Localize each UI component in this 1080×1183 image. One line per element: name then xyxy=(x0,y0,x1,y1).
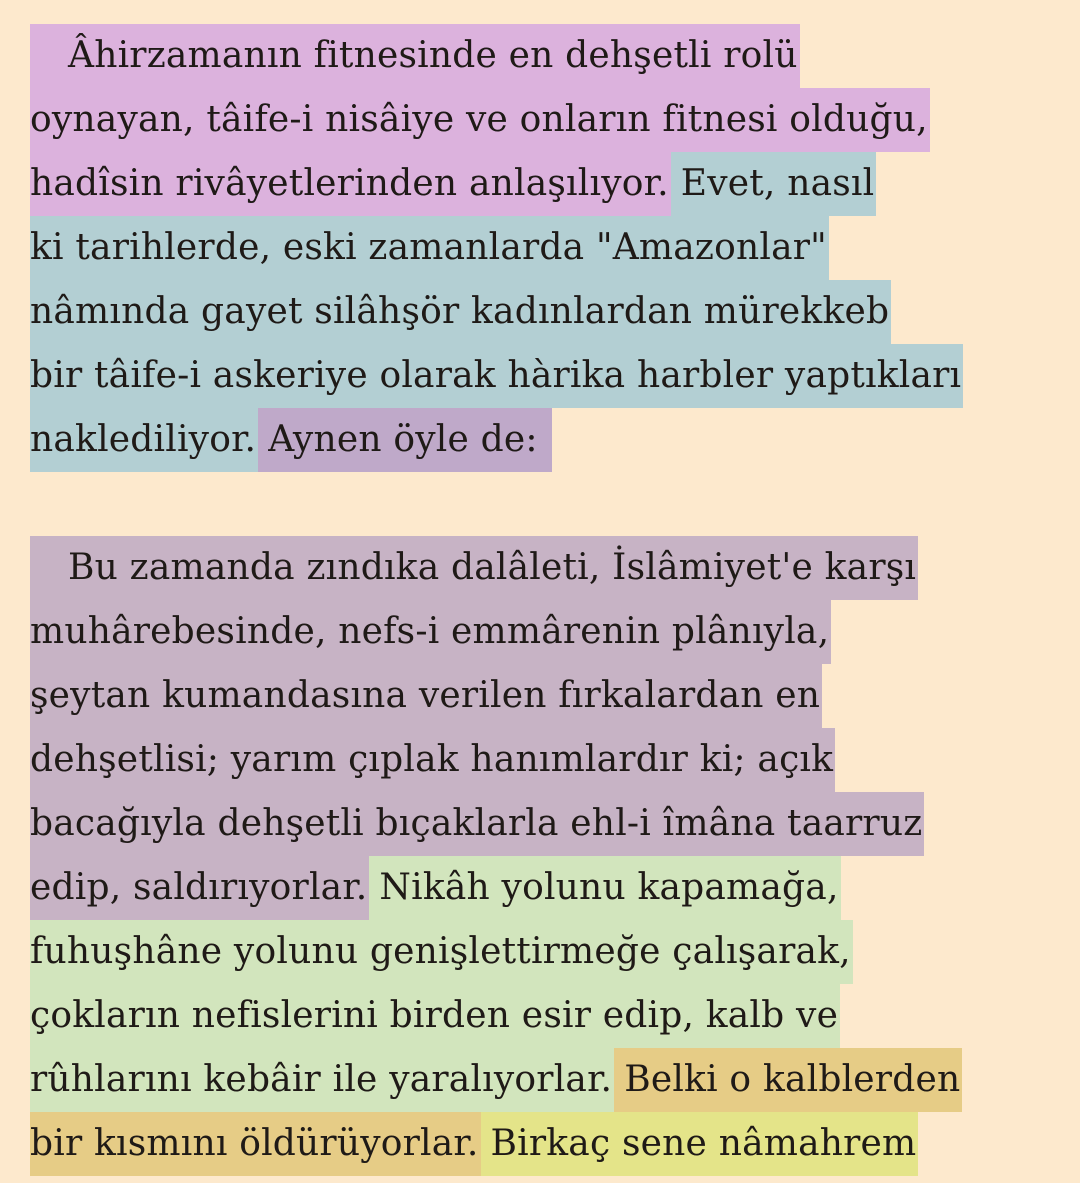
text-line xyxy=(30,408,552,472)
highlight-segment[interactable]: Aynen öyle de: xyxy=(258,408,552,472)
text-line xyxy=(30,24,800,88)
highlight-segment[interactable]: dehşetlisi; yarım çıplak hanımlardır ki; açık xyxy=(30,728,835,792)
text-line xyxy=(30,1048,962,1112)
text-line xyxy=(30,792,924,856)
text-line xyxy=(30,536,918,600)
highlight-segment[interactable]: bir tâife-i askeriye olarak hàrika harbler yaptıkları xyxy=(30,344,963,408)
highlight-segment[interactable]: şeytan kumandasına verilen fırkalardan en xyxy=(30,664,822,728)
text-line xyxy=(30,728,835,792)
text-line xyxy=(30,856,841,920)
highlight-segment[interactable]: Nikâh yolunu kapamağa, xyxy=(369,856,840,920)
highlight-segment[interactable]: fuhuşhâne yolunu genişlettirmeğe çalışarak, xyxy=(30,920,853,984)
highlight-segment[interactable]: rûhlarını kebâir ile yaralıyorlar. xyxy=(30,1048,614,1112)
text-line xyxy=(30,600,831,664)
highlight-segment[interactable]: Birkaç sene nâmahrem xyxy=(481,1112,919,1176)
text-line xyxy=(30,984,840,1048)
text-line xyxy=(30,1112,918,1176)
highlight-segment[interactable]: naklediliyor. xyxy=(30,408,258,472)
highlight-segment[interactable]: ki tarihlerde, eski zamanlarda "Amazonlar" xyxy=(30,216,829,280)
text-line xyxy=(30,280,891,344)
highlight-segment[interactable]: Âhirzamanın fitnesinde en dehşetli rolü xyxy=(30,24,800,88)
highlight-segment[interactable]: bir kısmını öldürüyorlar. xyxy=(30,1112,481,1176)
text-line xyxy=(30,216,829,280)
highlight-segment[interactable]: oynayan, tâife-i nisâiye ve onların fitnesi olduğu, xyxy=(30,88,930,152)
text-line xyxy=(30,88,930,152)
highlight-segment[interactable]: muhârebesinde, nefs-i emmârenin plânıyla, xyxy=(30,600,831,664)
text-line xyxy=(30,664,822,728)
highlight-segment[interactable]: Belki o kalblerden xyxy=(614,1048,962,1112)
highlight-segment[interactable]: nâmında gayet silâhşör kadınlardan mürekkeb xyxy=(30,280,891,344)
text-line xyxy=(30,152,876,216)
text-line xyxy=(30,920,853,984)
highlight-segment[interactable]: hadîsin rivâyetlerinden anlaşılıyor. xyxy=(30,152,671,216)
highlight-segment[interactable]: Bu zamanda zındıka dalâleti, İslâmiyet'e karşı xyxy=(30,536,918,600)
highlight-segment[interactable]: çokların nefislerini birden esir edip, kalb ve xyxy=(30,984,840,1048)
highlight-segment[interactable]: edip, saldırıyorlar. xyxy=(30,856,369,920)
highlight-segment[interactable]: bacağıyla dehşetli bıçaklarla ehl-i îmâna taarruz xyxy=(30,792,924,856)
text-line xyxy=(30,344,963,408)
highlight-segment[interactable]: Evet, nasıl xyxy=(671,152,877,216)
